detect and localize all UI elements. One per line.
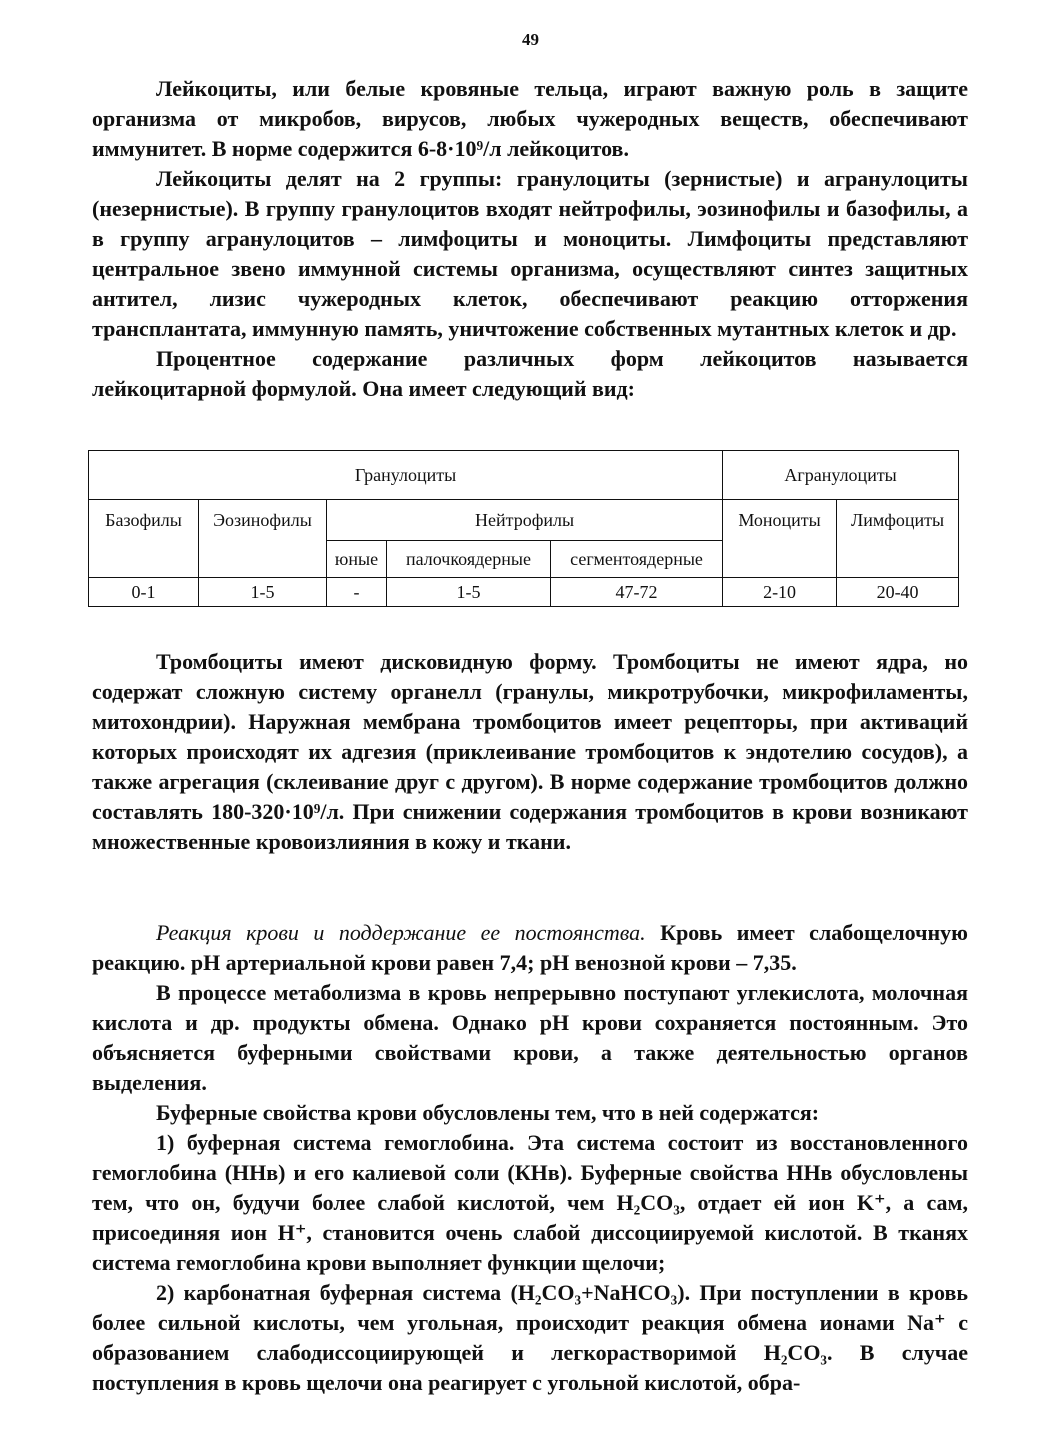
value-band: 1-5 (387, 578, 551, 607)
text-block-top (92, 74, 968, 404)
value-monocytes: 2-10 (723, 578, 837, 607)
text-block-platelets (92, 647, 968, 857)
paragraph-metabolism: В процессе метаболизма в кровь непрерывно поступают углекислота, молочная кислота и др. продукты обмена. Однако pH крови сохраняется постоянным. Это объясняется буферными свойствами крови, а также деятельностью органов выделения. (92, 980, 968, 1095)
header-young: юные (327, 541, 387, 578)
header-granulocytes: Гранулоциты (89, 451, 723, 500)
header-neutrophils: Нейтрофилы (327, 500, 723, 541)
header-lymphocytes: Лимфоциты (837, 500, 959, 578)
text-block-blood-reaction (92, 918, 968, 1398)
value-lymphocytes: 20-40 (837, 578, 959, 607)
paragraph-leukocyte-formula: Процентное содержание различных форм лейкоцитов называется лейкоцитарной формулой. Она имеет следующий вид: (92, 346, 968, 401)
page-number: 49 (522, 30, 539, 49)
header-eosinophils: Эозинофилы (199, 500, 327, 578)
value-eosinophils: 1-5 (199, 578, 327, 607)
value-young: - (327, 578, 387, 607)
paragraph-carbonate-buffer: 2) карбонатная буферная система (H₂CO₃+NaHCO₃). При поступлении в кровь более сильной кислоты, чем угольная, происходит реакция обмена ионами Na⁺ с образованием слабодиссоциирующей и легкорастворимой H₂CO₃. В случае поступления в кровь щелочи она реагирует с угольной кислотой, обра- (92, 1280, 968, 1395)
paragraph-leukocyte-groups: Лейкоциты делят на 2 группы: гранулоциты (зернистые) и агранулоциты (незернистые). В группу гранулоцитов входят нейтрофилы, эозинофилы и базофилы, а в группу агранулоцитов – лимфоциты и моноциты. Лимфоциты представляют центральное звено иммунной системы организма, осуществляют синтез защитных антител, лизис чужеродных клеток, обеспечивают реакцию отторжения трансплантата, иммунную память, уничтожение собственных мутантных клеток и др. (92, 166, 968, 341)
header-monocytes: Моноциты (723, 500, 837, 578)
header-band: палочкоядерные (387, 541, 551, 578)
leukocyte-formula-table (88, 450, 959, 607)
paragraph-blood-reaction-text: Кровь имеет слабощелочную реакцию. pH артериальной крови равен 7,4; pH венозной крови – 7,35. (92, 920, 968, 975)
value-basophils: 0-1 (89, 578, 199, 607)
header-segmented: сегментоядерные (551, 541, 723, 578)
header-basophils: Базофилы (89, 500, 199, 578)
section-heading-italic: Реакция крови и поддержание ее постоянства. (156, 920, 646, 945)
paragraph-leukocytes-intro: Лейкоциты, или белые кровяные тельца, играют важную роль в защите организма от микробов, вирусов, любых чужеродных веществ, обеспечивают иммунитет. В норме содержится 6-8·10⁹/л лейкоцитов. (92, 76, 968, 161)
header-agranulocytes: Агранулоциты (723, 451, 959, 500)
paragraph-buffer-intro: Буферные свойства крови обусловлены тем, что в ней содержатся: (156, 1100, 820, 1125)
value-segmented: 47-72 (551, 578, 723, 607)
paragraph-platelets: Тромбоциты имеют дисковидную форму. Тромбоциты не имеют ядра, но содержат сложную систему органелл (гранулы, микротрубочки, микрофиламенты, митохондрии). Наружная мембрана тромбоцитов имеет рецепторы, при активаций которых происходят их адгезия (приклеивание тромбоцитов к эндотелию сосудов), а также агрегация (склеивание друг с другом). В норме содержание тромбоцитов должно составлять 180-320·10⁹/л. При снижении содержания тромбоцитов в крови возникают множественные кровоизлияния в кожу и ткани. (92, 649, 968, 854)
paragraph-hemoglobin-buffer: 1) буферная система гемоглобина. Эта система состоит из восстановленного гемоглобина (ННв) и его калиевой соли (КНв). Буферные свойства ННв обусловлены тем, что он, будучи более слабой кислотой, чем H₂CO₃, отдает ей ион K⁺, а сам, присоединяя ион H⁺, становится очень слабой диссоциируемой кислотой. В тканях система гемоглобина крови выполняет функции щелочи; (92, 1130, 968, 1275)
paragraph-blood-reaction (92, 918, 968, 978)
